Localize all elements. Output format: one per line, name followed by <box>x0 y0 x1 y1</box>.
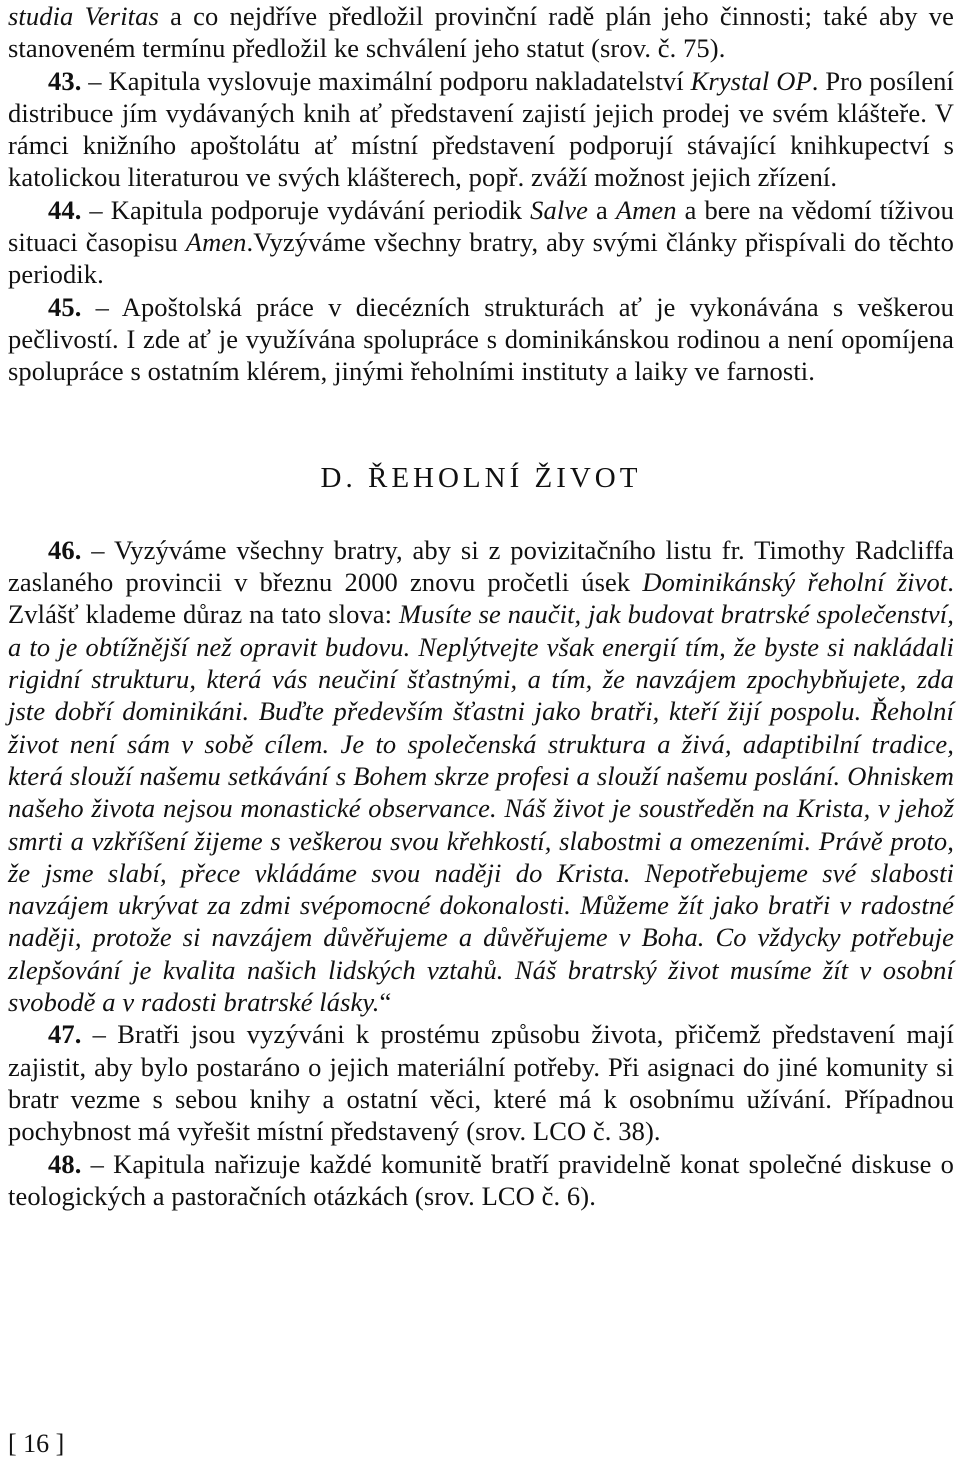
paragraph-text: – Kapitula vyslovuje maximální podporu nakladatelství <box>81 65 691 96</box>
paragraph-45 <box>8 291 954 388</box>
page-number: [ 16 ] <box>8 1429 65 1458</box>
paragraph-text: – Apoštolská práce v diecézních strukturách ať je vykonávána s veškerou pečlivostí. I zde ať je využívána spolupráce s dominikánskou rodinou a není opomíjena spolupráce s ostatním klérem, jinými řeholními instituty a laiky ve farnosti. <box>8 291 954 387</box>
paragraph-text: – Bratři jsou vyzýváni k prostému způsobu života, přičemž představení mají zajistit, aby bylo postaráno o jejich materiální potřeby. Při asignaci do jiné komunity si bratr vezme s sebou knihy a ostatní věci, které má k osobnímu užívání. Případnou pochybnost má vyřešit místní představený (srov. LCO č. 38). <box>8 1019 954 1147</box>
paragraph-text: – Kapitula podporuje vydávání periodik <box>81 194 531 225</box>
section-heading: D. ŘEHOLNÍ ŽIVOT <box>320 461 642 494</box>
document-page <box>8 0 954 1212</box>
paragraph-number: 48. <box>48 1148 82 1179</box>
paragraph-text: a <box>588 194 616 225</box>
italic-title: Dominikánský řeholní život <box>642 567 948 598</box>
paragraph-48 <box>8 1148 954 1213</box>
paragraph-43 <box>8 65 954 194</box>
paragraph-text: a co nejdříve předložil provinční radě plán jeho činnosti; také aby ve stanoveném termínu předložil ke schválení jeho statut (srov. č. 75). <box>8 1 954 64</box>
paragraph-number: 43. <box>48 65 82 96</box>
italic-name: Krystal OP <box>690 65 812 96</box>
paragraph-number: 45. <box>48 291 82 322</box>
paragraph-text: – Kapitula nařizuje každé komunitě bratří pravidelně konat společné diskuse o teologických a pastoračních otázkách (srov. LCO č. 6). <box>8 1148 954 1211</box>
paragraph-number: 47. <box>48 1019 82 1050</box>
paragraph-number: 46. <box>48 534 82 565</box>
italic-title: studia Veritas <box>8 1 159 31</box>
paragraph-47 <box>8 1018 954 1147</box>
paragraph-text: – Vyzýváme všechny bratry, aby si z povizitačního listu fr. Timothy Radcliffa zaslaného provincii v březnu 2000 znovu pročetli úsek <box>8 534 954 598</box>
paragraph-text: .Vyzýváme všechny bratry, aby svými články přispívali do těchto periodik. <box>8 227 954 290</box>
paragraph-text: . Zvlášť klademe důraz na tato slova: <box>8 567 954 630</box>
italic-name: Amen <box>185 227 247 258</box>
closing-quote: “ <box>379 987 392 1018</box>
paragraph-46 <box>8 534 954 1018</box>
paragraph-44 <box>8 194 954 291</box>
paragraph-text: a bere na vědomí tíživou situaci časopisu <box>8 194 955 258</box>
paragraph-number: 44. <box>48 194 82 225</box>
italic-name: Amen <box>615 194 677 225</box>
italic-name: Salve <box>530 194 589 225</box>
paragraph-continued <box>8 0 954 65</box>
paragraph-text: . Pro posílení distribuce jím vydávaných knih ať představení zajistí jejich prodej ve svém klášteře. V rámci knižního apoštolátu ať místní představení podporují stávající knihkupectví s katolickou literaturou ve svých klášterech, popř. zváží možnost jejich zřízení. <box>8 65 954 193</box>
italic-quotation: Musíte se naučit, jak budovat bratrské společenství, a to je obtížnější než opravit budovu. Neplýtvejte však energií tím, že byste si nakládali rigidní strukturu, která vás neučiní šťastnými, a tím, že navzájem zpochybňujete, zda jste dobří dominikáni. Buďte především šťastni jako bratři, kteří žijí pospolu. Řeholní život není sám v sobě cílem. Je to společenská struktura a živá, adaptibilní tradice, která slouží našemu setkávání s Bohem skrze profesi a slouží našemu poslání. Ohniskem našeho života nejsou monastické observance. Náš život je soustředěn na Krista, v jehož smrti a vzkříšení žijeme s veškerou svou křehkostí, slabostmi a omezeními. Právě proto, že jsme slabí, přece vkládáme svou naději do Krista. Nepotřebujeme své slabosti navzájem ukrývat za zdmi svépomocné dokonalosti. Můžeme žít jako bratři v radostné naději, protože si navzájem důvěřujeme a důvěřujeme v Boha. Co vždycky potřebuje zlepšování je kvalita našich lidských vztahů. Náš bratrský život musíme žít v osobní svobodě a v radosti bratrské lásky. <box>8 599 954 1018</box>
